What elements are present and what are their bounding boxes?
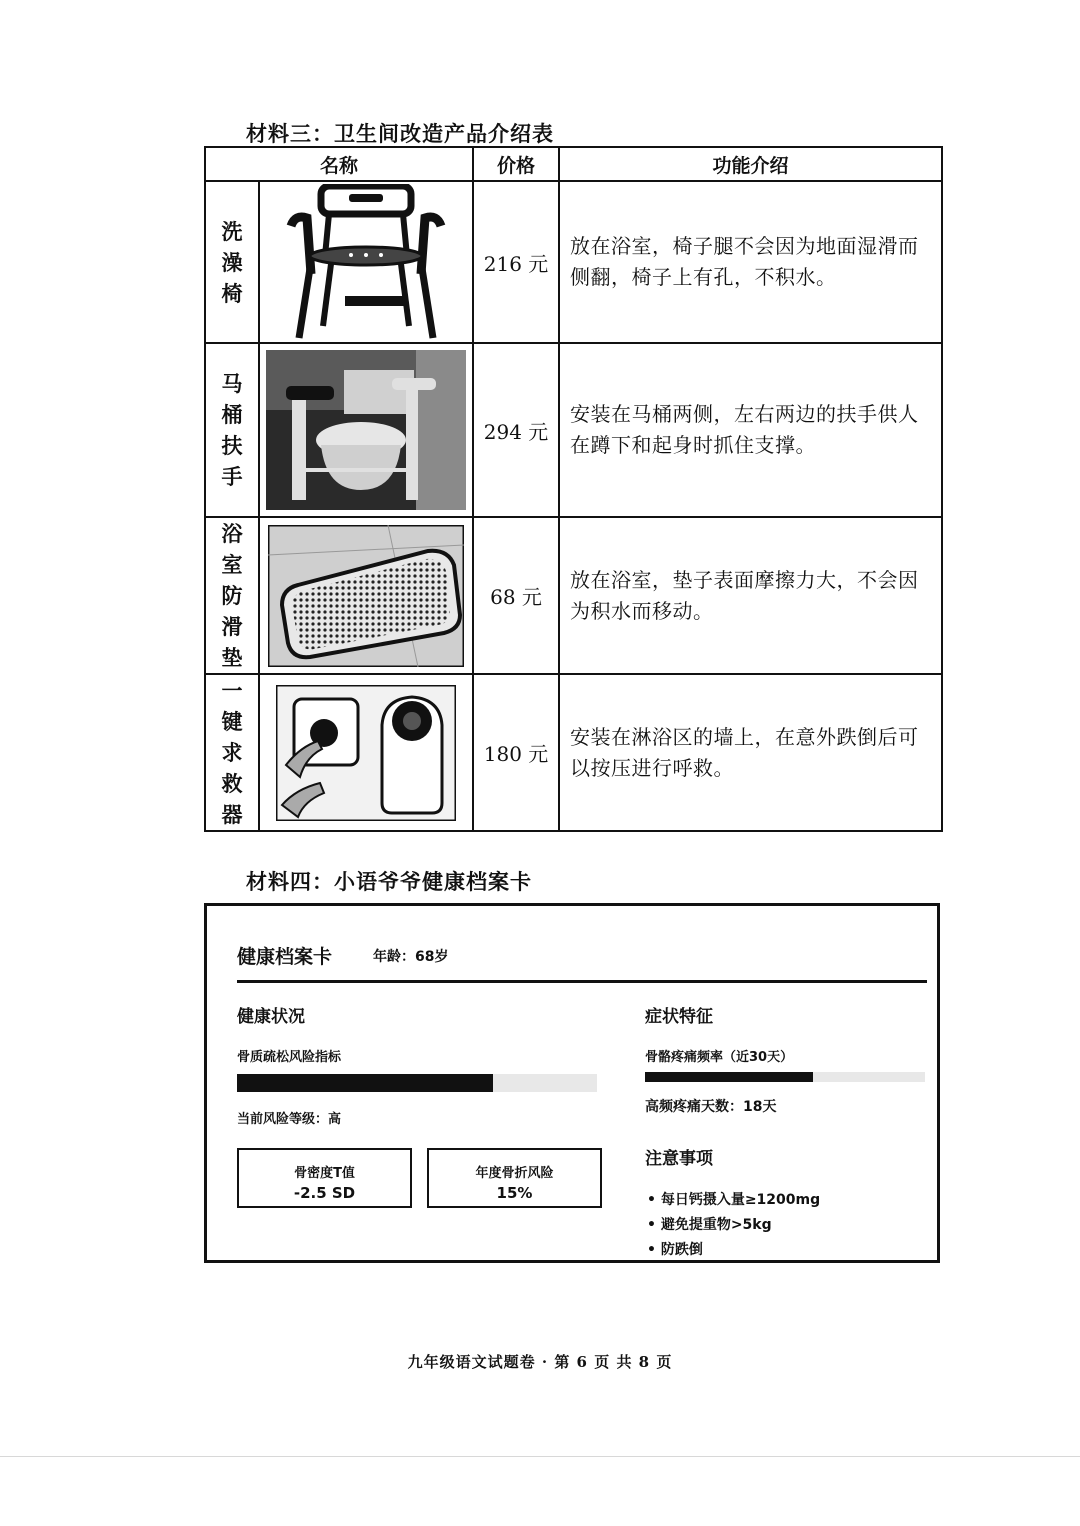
osteo-risk-bar-fill — [237, 1074, 493, 1092]
table-header-row — [205, 147, 942, 181]
list-item: • 避免提重物>5kg — [647, 1213, 820, 1238]
bmd-box — [237, 1148, 412, 1208]
page-footer: 九年级语文试题卷 · 第 6 页 共 8 页 — [407, 1353, 673, 1371]
shower-chair-photo — [259, 181, 473, 343]
list-item: • 每日钙摄入量≥1200mg — [647, 1188, 820, 1213]
material4-title: 材料四：小语爷爷健康档案卡 — [246, 869, 532, 894]
notes-heading: 注意事项 — [645, 1149, 713, 1169]
symptoms-heading: 症状特征 — [645, 1007, 713, 1027]
table-row — [205, 343, 942, 517]
card-title: 健康档案卡 — [237, 946, 333, 968]
bmd-value: -2.5 SD — [293, 1184, 356, 1202]
product-name: 马 桶 扶 手 — [205, 343, 259, 517]
product-price: 68 元 — [473, 517, 559, 674]
product-price: 294 元 — [473, 343, 559, 517]
bath-mat-photo — [259, 517, 473, 674]
health-card — [204, 903, 940, 1263]
bottom-divider — [0, 1456, 1080, 1457]
table-row — [205, 181, 942, 343]
pain-frequency-bar — [645, 1072, 925, 1082]
product-price: 216 元 — [473, 181, 559, 343]
health-status-heading: 健康状况 — [237, 1007, 305, 1027]
product-function: 安装在马桶两侧，左右两边的扶手供人在蹲下和起身时抓住支撑。 — [559, 343, 942, 517]
product-price: 180 元 — [473, 674, 559, 831]
fracture-risk-value: 15% — [496, 1184, 533, 1202]
product-function: 放在浴室，椅子腿不会因为地面湿滑而侧翻，椅子上有孔，不积水。 — [559, 181, 942, 343]
table-row — [205, 517, 942, 674]
osteo-risk-label: 骨质疏松风险指标 — [237, 1050, 342, 1065]
fracture-risk-label: 年度骨折风险 — [475, 1166, 554, 1181]
card-divider — [237, 980, 927, 983]
table-row — [205, 674, 942, 831]
emergency-button-photo — [259, 674, 473, 831]
product-table — [204, 146, 943, 832]
product-name: 一 键 求 救 器 — [205, 674, 259, 831]
notes-list — [647, 1188, 820, 1263]
product-name: 浴 室 防 滑 垫 — [205, 517, 259, 674]
header-name: 名称 — [205, 147, 473, 181]
pain-days: 高频疼痛天数：18天 — [645, 1099, 777, 1115]
list-item: • 防跌倒 — [647, 1238, 820, 1263]
bmd-label: 骨密度T值 — [294, 1166, 355, 1181]
header-function: 功能介绍 — [559, 147, 942, 181]
product-function: 放在浴室，垫子表面摩擦力大，不会因为积水而移动。 — [559, 517, 942, 674]
pain-frequency-label: 骨骼疼痛频率（近30天） — [645, 1050, 794, 1065]
toilet-grab-bar-photo — [259, 343, 473, 517]
product-function: 安装在淋浴区的墙上，在意外跌倒后可以按压进行呼救。 — [559, 674, 942, 831]
material3-title: 材料三：卫生间改造产品介绍表 — [246, 121, 554, 146]
age-label: 年龄：68岁 — [373, 949, 449, 965]
pain-frequency-bar-fill — [645, 1072, 813, 1082]
fracture-risk-box — [427, 1148, 602, 1208]
product-name: 洗 澡 椅 — [205, 181, 259, 343]
risk-level: 当前风险等级：高 — [237, 1112, 342, 1127]
header-price: 价格 — [473, 147, 559, 181]
osteo-risk-bar — [237, 1074, 597, 1092]
